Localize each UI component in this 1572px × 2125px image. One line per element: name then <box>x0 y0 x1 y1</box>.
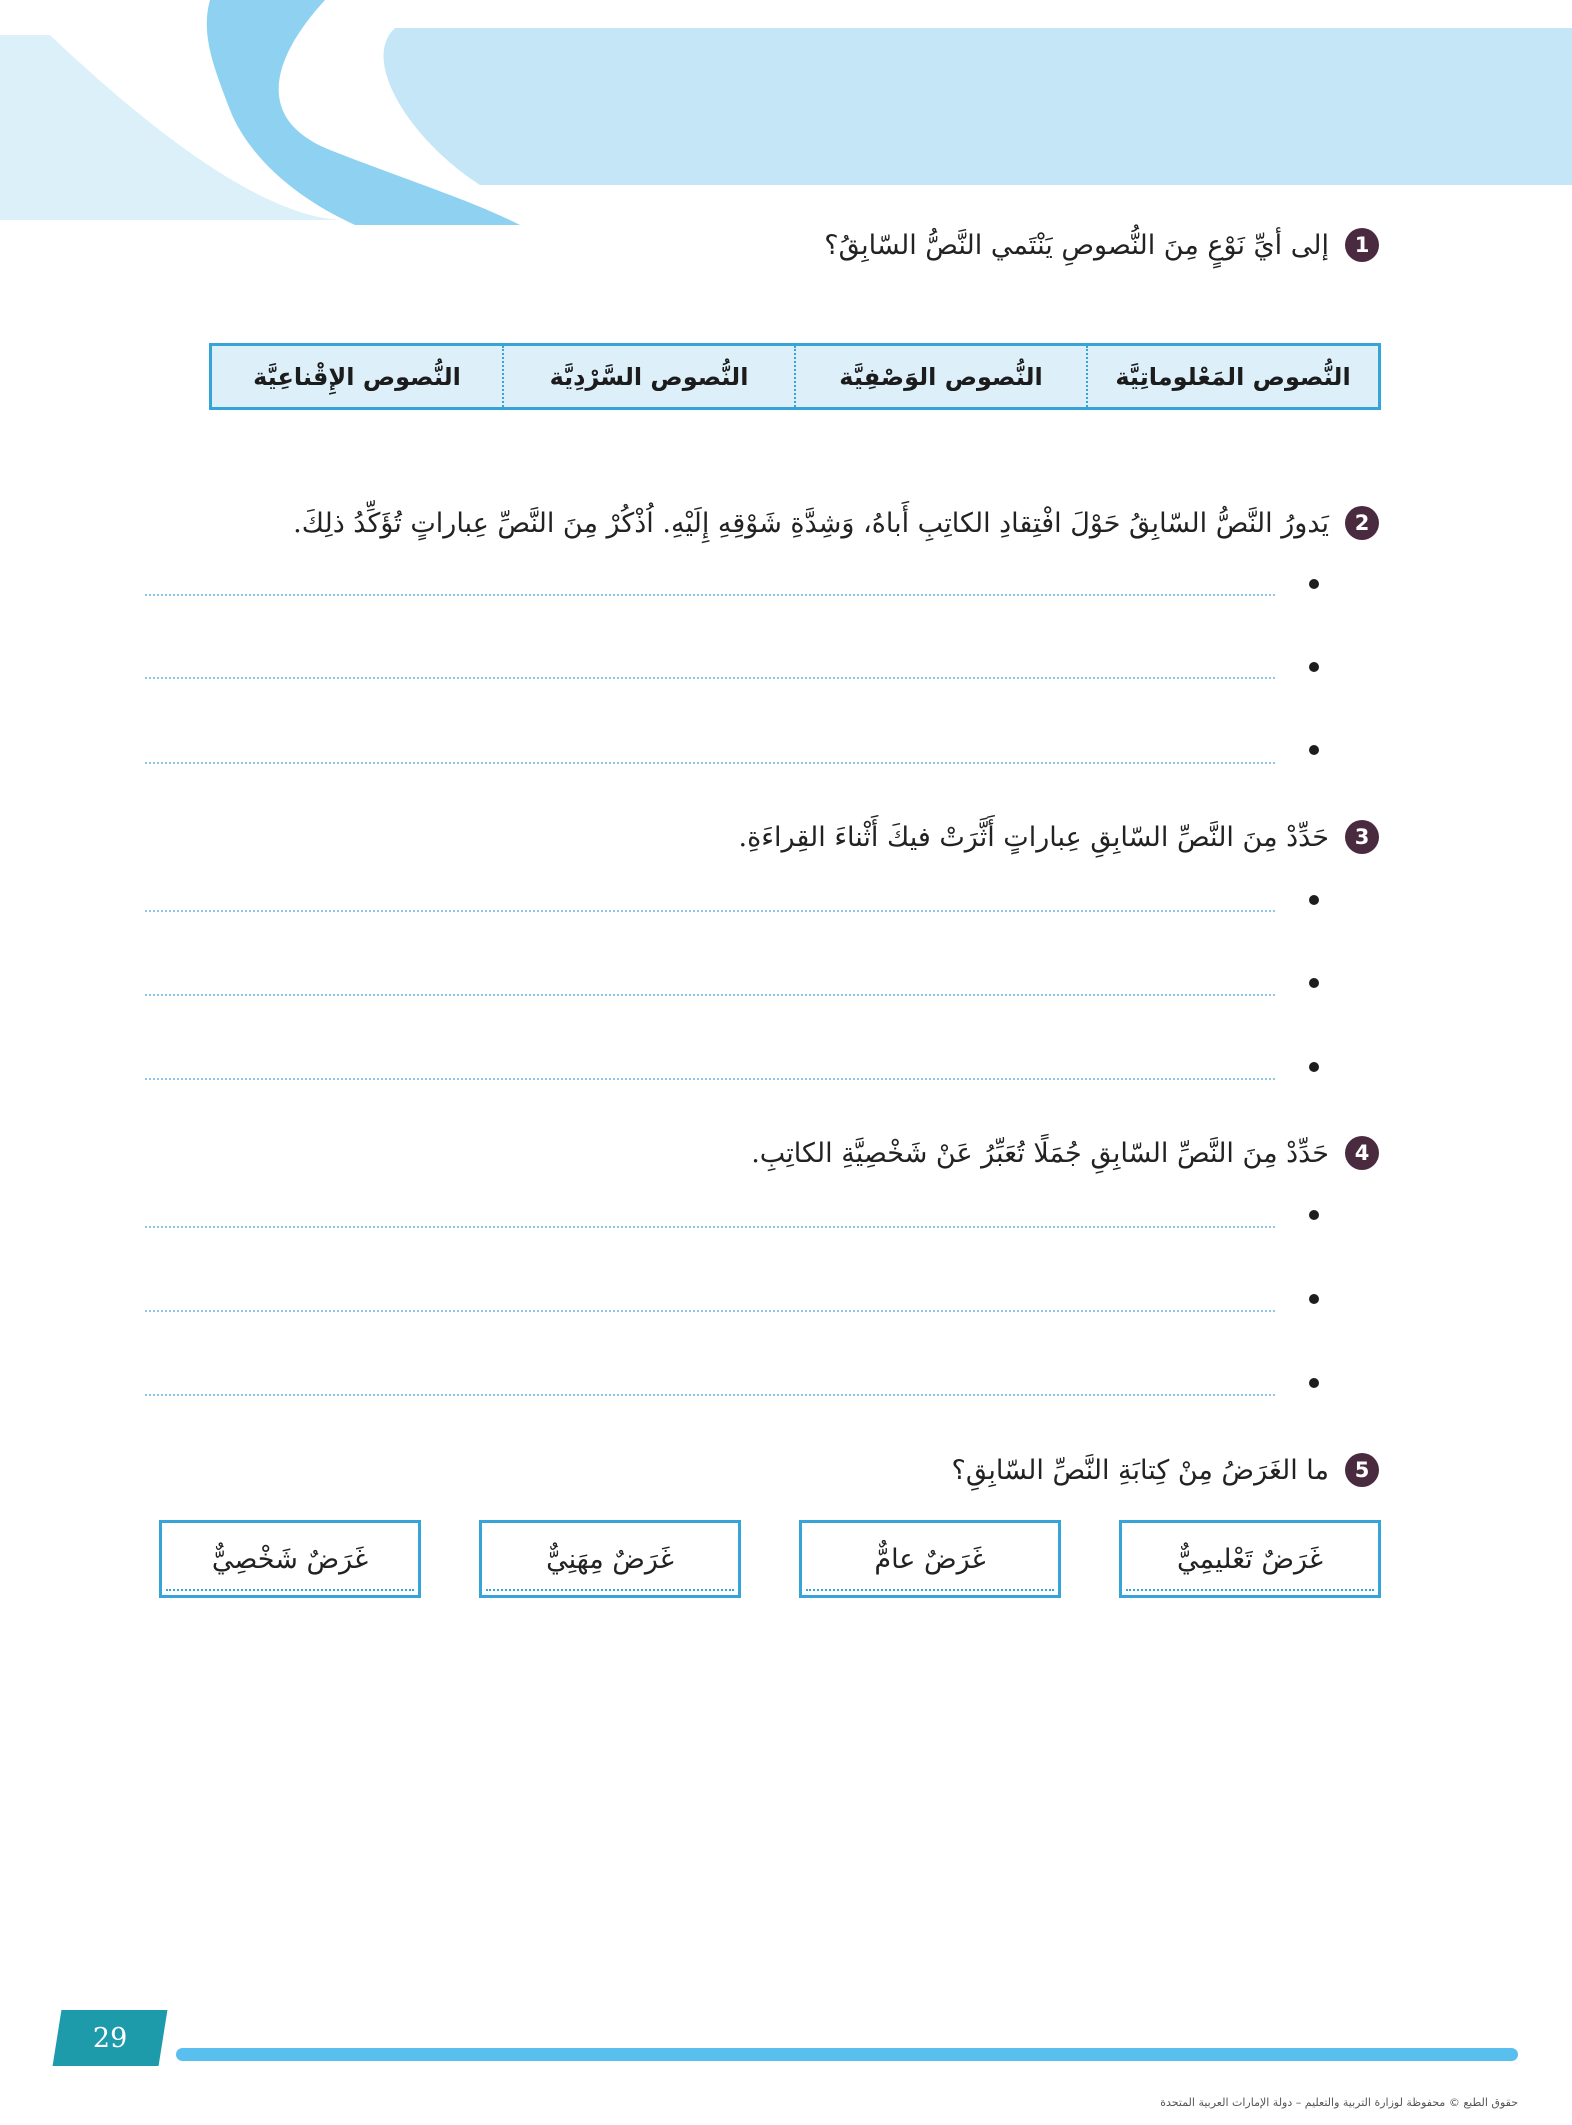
question-3 <box>739 820 1379 854</box>
question-4 <box>751 1136 1379 1170</box>
question-number-badge: 3 <box>1345 820 1379 854</box>
answer-line[interactable] <box>145 677 1275 679</box>
question-text: يَدورُ النَّصُّ السّابِقُ حَوْلَ افْتِقادِ الكاتِبِ أَباهُ، وَشِدَّةِ شَوْقِهِ إِلَيْهِ. اُذْكُرْ مِنَ النَّصِّ عِباراتٍ تُؤَكِّدُ ذلِكَ. <box>293 507 1329 539</box>
text-type-option[interactable]: النُّصوص الوَصْفِيَّة <box>796 346 1088 407</box>
header-wave-decoration <box>0 0 1572 225</box>
copyright-note: حقوق الطبع © محفوظة لوزارة التربية والتعليم – دولة الإمارات العربية المتحدة <box>1160 2096 1518 2109</box>
answer-line[interactable] <box>145 762 1275 764</box>
answer-bullet <box>1309 1378 1319 1388</box>
question-text: إلى أيِّ نَوْعٍ مِنَ النُّصوصِ يَنْتَمي النَّصُّ السّابِقُ؟ <box>824 229 1329 261</box>
answer-bullet <box>1309 1062 1319 1072</box>
answer-line[interactable] <box>145 994 1275 996</box>
question-5 <box>952 1453 1380 1487</box>
answer-line[interactable] <box>145 1394 1275 1396</box>
question-text: حَدِّدْ مِنَ النَّصِّ السّابِقِ جُمَلًا تُعَبِّرُ عَنْ شَخْصِيَّةِ الكاتِبِ. <box>751 1137 1329 1169</box>
text-types-table <box>209 343 1381 410</box>
question-number-badge: 1 <box>1345 228 1379 262</box>
answer-line[interactable] <box>145 1310 1275 1312</box>
question-number-badge: 4 <box>1345 1136 1379 1170</box>
purpose-option[interactable]: غَرَضٌ شَخْصِيٌّ <box>159 1520 421 1598</box>
footer-bar <box>176 2048 1518 2061</box>
purpose-option[interactable]: غَرَضٌ عامٌّ <box>799 1520 1061 1598</box>
answer-line[interactable] <box>145 1226 1275 1228</box>
text-type-option[interactable]: النُّصوص المَعْلوماتِيَّة <box>1115 362 1351 391</box>
answer-line[interactable] <box>145 910 1275 912</box>
answer-bullet <box>1309 1294 1319 1304</box>
question-number-badge: 2 <box>1345 506 1379 540</box>
answer-bullet <box>1309 1210 1319 1220</box>
answer-bullet <box>1309 895 1319 905</box>
question-1 <box>824 228 1379 262</box>
question-text: ما الغَرَضُ مِنْ كِتابَةِ النَّصِّ السّابِقِ؟ <box>951 1454 1329 1486</box>
answer-line[interactable] <box>145 1078 1275 1080</box>
answer-bullet <box>1309 978 1319 988</box>
question-text: حَدِّدْ مِنَ النَّصِّ السّابِقِ عِباراتٍ أَثَّرَتْ فيكَ أَثْناءَ القِراءَةِ. <box>738 821 1329 853</box>
text-type-option[interactable]: النُّصوص السَّرْدِيَّة <box>504 346 796 407</box>
page-number: 29 <box>92 2022 128 2054</box>
answer-bullet <box>1309 579 1319 589</box>
answer-bullet <box>1309 662 1319 672</box>
question-number-badge: 5 <box>1345 1453 1379 1487</box>
text-type-option[interactable]: النُّصوص الإِقْناعِيَّة <box>212 346 504 407</box>
page-number-tab <box>53 2010 168 2066</box>
answer-line[interactable] <box>145 594 1275 596</box>
purpose-option[interactable]: غَرَضٌ تَعْليمِيٌّ <box>1119 1520 1381 1598</box>
answer-bullet <box>1309 745 1319 755</box>
purpose-option[interactable]: غَرَضٌ مِهَنِيٌّ <box>479 1520 741 1598</box>
question-2 <box>293 506 1379 540</box>
